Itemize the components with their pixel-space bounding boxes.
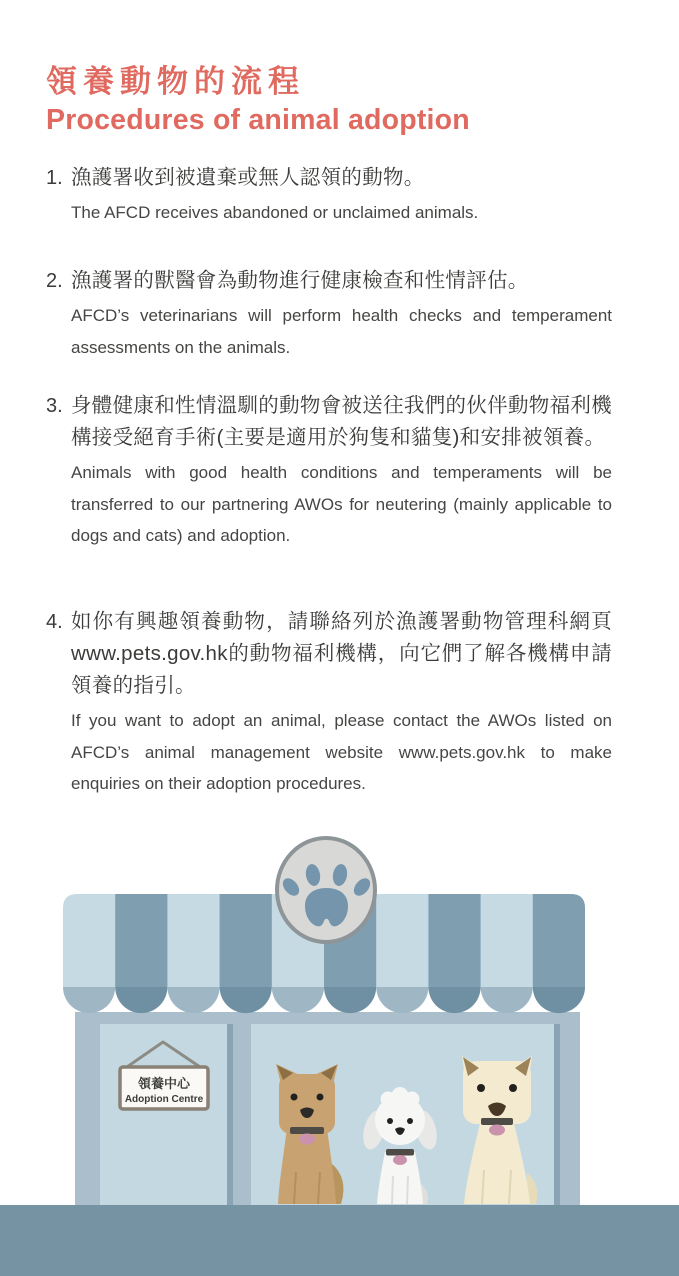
- step-4: [46, 606, 612, 800]
- step-4-text-english: If you want to adopt an animal, please contact the AWOs listed on AFCD’s animal management website www.pets.gov.hk to make enquiries on their adoption procedures.: [71, 711, 612, 793]
- sign-text-zh: 領養中心: [137, 1076, 191, 1091]
- step-4-number: 4.: [46, 611, 63, 633]
- step-1: [46, 162, 612, 229]
- step-1-number: 1.: [46, 167, 63, 189]
- page-title-english: Procedures of animal adoption: [46, 104, 470, 136]
- page-title: [46, 62, 639, 139]
- window-left-shadow: [227, 1024, 233, 1205]
- sign-text-en: Adoption Centre: [124, 1094, 204, 1105]
- step-3-number: 3.: [46, 395, 63, 417]
- paw-logo: [277, 838, 375, 942]
- step-2-text-chinese: 漁護署的獸醫會為動物進行健康檢查和性情評估。: [71, 269, 529, 292]
- shop-window-left: [100, 1024, 227, 1205]
- window-right-shadow: [554, 1024, 560, 1205]
- step-2: [46, 265, 612, 363]
- step-1-text-chinese: 漁護署收到被遺棄或無人認領的動物。: [71, 166, 425, 189]
- step-3-text-english: Animals with good health conditions and temperaments will be transferred to our partnering AWOs for neutering (mainly applicable to dogs and cats) and adoption.: [71, 463, 612, 545]
- step-3: [46, 390, 612, 552]
- step-2-text-english: AFCD’s veterinarians will perform health checks and temperament assessments on the animals.: [71, 306, 612, 357]
- step-1-text-english: The AFCD receives abandoned or unclaimed animals.: [71, 203, 479, 222]
- step-4-text-chinese: 如你有興趣領養動物，請聯絡列於漁護署動物管理科網頁www.pets.gov.hk的動物福利機構，向它們了解各機構申請領養的指引。: [71, 610, 612, 697]
- page-title-chinese: 領養動物的流程: [46, 64, 305, 99]
- ground: [0, 1205, 679, 1276]
- step-2-number: 2.: [46, 270, 63, 292]
- adoption-centre-illustration: [0, 830, 679, 1276]
- step-3-text-chinese: 身體健康和性情溫馴的動物會被送往我們的伙伴動物福利機構接受絕育手術(主要是適用於狗隻和貓隻)和安排被領養。: [71, 394, 612, 449]
